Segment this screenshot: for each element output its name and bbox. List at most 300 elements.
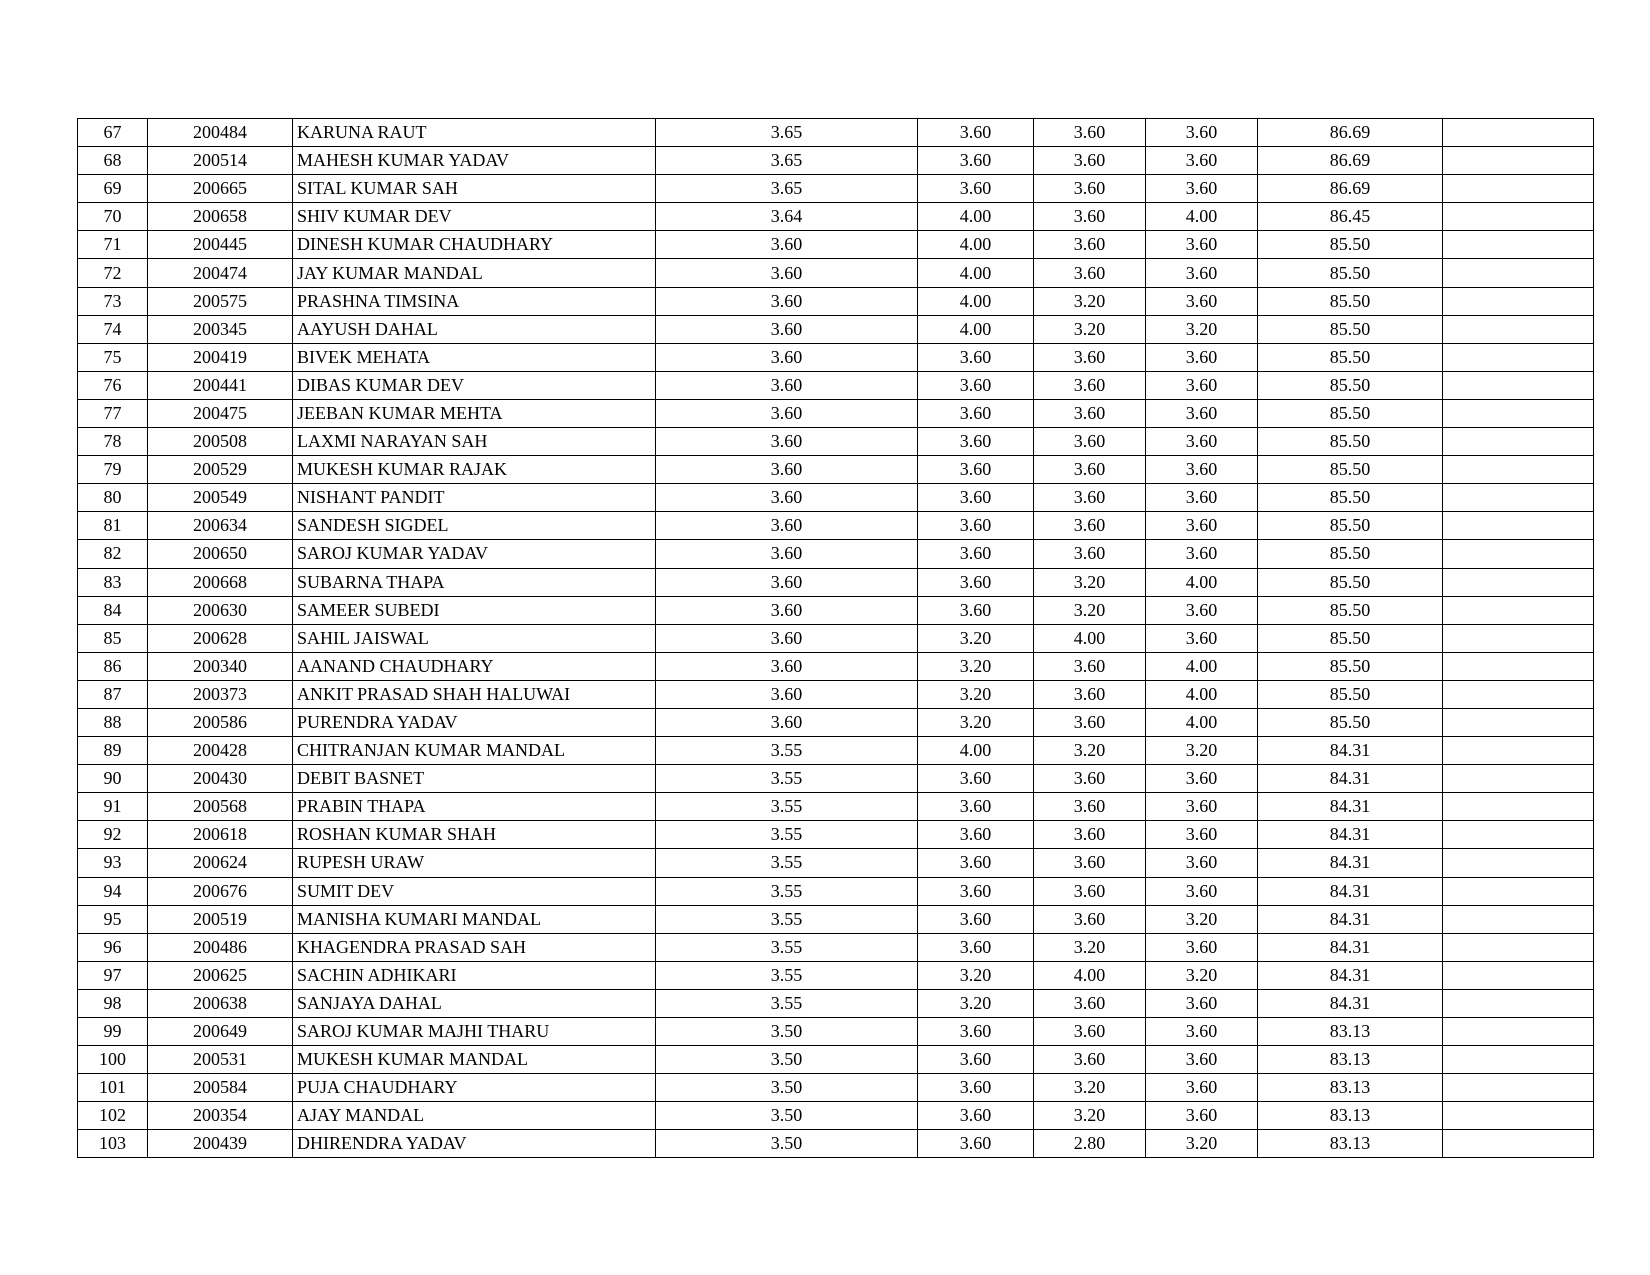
remark-cell: [1443, 540, 1594, 568]
score-column-2-cell: 3.20: [918, 680, 1034, 708]
table-row: [78, 652, 1594, 680]
remark-cell: [1443, 680, 1594, 708]
roll-number-cell: 200519: [148, 905, 293, 933]
percentage-cell: 84.31: [1258, 989, 1443, 1017]
roll-number-cell: 200441: [148, 371, 293, 399]
serial-number-cell: 71: [78, 231, 148, 259]
remark-cell: [1443, 315, 1594, 343]
student-name-cell: LAXMI NARAYAN SAH: [293, 428, 656, 456]
table-row: [78, 680, 1594, 708]
serial-number-cell: 94: [78, 877, 148, 905]
score-column-3-cell: 3.60: [1034, 849, 1146, 877]
student-name-cell: DIBAS KUMAR DEV: [293, 371, 656, 399]
serial-number-cell: 67: [78, 119, 148, 147]
score-column-1-cell: 3.60: [656, 484, 918, 512]
score-column-3-cell: 2.80: [1034, 1130, 1146, 1158]
score-column-3-cell: 3.20: [1034, 287, 1146, 315]
score-column-3-cell: 3.20: [1034, 596, 1146, 624]
percentage-cell: 84.31: [1258, 765, 1443, 793]
score-column-1-cell: 3.65: [656, 147, 918, 175]
roll-number-cell: 200373: [148, 680, 293, 708]
table-row: [78, 793, 1594, 821]
score-column-2-cell: 3.60: [918, 1074, 1034, 1102]
remark-cell: [1443, 119, 1594, 147]
score-column-1-cell: 3.55: [656, 877, 918, 905]
table-row: [78, 933, 1594, 961]
remark-cell: [1443, 624, 1594, 652]
roll-number-cell: 200634: [148, 512, 293, 540]
score-column-1-cell: 3.60: [656, 315, 918, 343]
roll-number-cell: 200484: [148, 119, 293, 147]
percentage-cell: 83.13: [1258, 1102, 1443, 1130]
score-column-4-cell: 3.20: [1146, 905, 1258, 933]
score-column-4-cell: 3.60: [1146, 175, 1258, 203]
student-name-cell: PUJA CHAUDHARY: [293, 1074, 656, 1102]
serial-number-cell: 88: [78, 708, 148, 736]
student-name-cell: KHAGENDRA PRASAD SAH: [293, 933, 656, 961]
roll-number-cell: 200514: [148, 147, 293, 175]
score-column-3-cell: 3.60: [1034, 1046, 1146, 1074]
roll-number-cell: 200630: [148, 596, 293, 624]
student-name-cell: NISHANT PANDIT: [293, 484, 656, 512]
score-column-3-cell: 3.60: [1034, 680, 1146, 708]
remark-cell: [1443, 652, 1594, 680]
table-row: [78, 877, 1594, 905]
score-column-2-cell: 3.60: [918, 1018, 1034, 1046]
score-column-1-cell: 3.55: [656, 793, 918, 821]
roll-number-cell: 200474: [148, 259, 293, 287]
percentage-cell: 85.50: [1258, 287, 1443, 315]
student-name-cell: SAHIL JAISWAL: [293, 624, 656, 652]
percentage-cell: 84.31: [1258, 737, 1443, 765]
serial-number-cell: 95: [78, 905, 148, 933]
score-column-4-cell: 3.60: [1146, 484, 1258, 512]
serial-number-cell: 98: [78, 989, 148, 1017]
score-column-1-cell: 3.55: [656, 821, 918, 849]
serial-number-cell: 102: [78, 1102, 148, 1130]
student-name-cell: JEEBAN KUMAR MEHTA: [293, 399, 656, 427]
student-name-cell: JAY KUMAR MANDAL: [293, 259, 656, 287]
score-column-3-cell: 3.60: [1034, 147, 1146, 175]
percentage-cell: 83.13: [1258, 1074, 1443, 1102]
table-row: [78, 399, 1594, 427]
serial-number-cell: 87: [78, 680, 148, 708]
roll-number-cell: 200668: [148, 568, 293, 596]
percentage-cell: 83.13: [1258, 1130, 1443, 1158]
table-row: [78, 1074, 1594, 1102]
roll-number-cell: 200575: [148, 287, 293, 315]
remark-cell: [1443, 175, 1594, 203]
roll-number-cell: 200445: [148, 231, 293, 259]
table-row: [78, 315, 1594, 343]
score-column-2-cell: 4.00: [918, 315, 1034, 343]
table-row: [78, 512, 1594, 540]
remark-cell: [1443, 147, 1594, 175]
score-column-4-cell: 3.20: [1146, 961, 1258, 989]
score-column-1-cell: 3.60: [656, 428, 918, 456]
student-name-cell: PRABIN THAPA: [293, 793, 656, 821]
score-column-4-cell: 3.20: [1146, 1130, 1258, 1158]
roll-number-cell: 200486: [148, 933, 293, 961]
score-column-1-cell: 3.55: [656, 933, 918, 961]
remark-cell: [1443, 1074, 1594, 1102]
serial-number-cell: 68: [78, 147, 148, 175]
score-column-1-cell: 3.65: [656, 175, 918, 203]
student-name-cell: CHITRANJAN KUMAR MANDAL: [293, 737, 656, 765]
table-row: [78, 765, 1594, 793]
percentage-cell: 84.31: [1258, 821, 1443, 849]
score-column-3-cell: 3.60: [1034, 765, 1146, 793]
percentage-cell: 85.50: [1258, 259, 1443, 287]
student-name-cell: RUPESH URAW: [293, 849, 656, 877]
percentage-cell: 85.50: [1258, 540, 1443, 568]
percentage-cell: 85.50: [1258, 231, 1443, 259]
serial-number-cell: 91: [78, 793, 148, 821]
student-name-cell: MUKESH KUMAR RAJAK: [293, 456, 656, 484]
percentage-cell: 84.31: [1258, 849, 1443, 877]
score-column-2-cell: 3.20: [918, 961, 1034, 989]
roll-number-cell: 200568: [148, 793, 293, 821]
percentage-cell: 85.50: [1258, 512, 1443, 540]
table-body: [78, 119, 1594, 1158]
remark-cell: [1443, 371, 1594, 399]
remark-cell: [1443, 456, 1594, 484]
score-column-2-cell: 4.00: [918, 259, 1034, 287]
score-column-3-cell: 3.60: [1034, 1018, 1146, 1046]
student-name-cell: ROSHAN KUMAR SHAH: [293, 821, 656, 849]
student-name-cell: PRASHNA TIMSINA: [293, 287, 656, 315]
score-column-4-cell: 3.60: [1146, 371, 1258, 399]
student-name-cell: DINESH KUMAR CHAUDHARY: [293, 231, 656, 259]
score-column-4-cell: 3.60: [1146, 147, 1258, 175]
score-column-2-cell: 3.60: [918, 399, 1034, 427]
table-row: [78, 849, 1594, 877]
student-name-cell: SITAL KUMAR SAH: [293, 175, 656, 203]
score-column-1-cell: 3.55: [656, 765, 918, 793]
score-column-1-cell: 3.60: [656, 680, 918, 708]
score-column-2-cell: 3.60: [918, 456, 1034, 484]
serial-number-cell: 78: [78, 428, 148, 456]
student-name-cell: SUBARNA THAPA: [293, 568, 656, 596]
score-column-4-cell: 3.60: [1146, 1102, 1258, 1130]
roll-number-cell: 200354: [148, 1102, 293, 1130]
score-column-3-cell: 3.60: [1034, 484, 1146, 512]
student-name-cell: MUKESH KUMAR MANDAL: [293, 1046, 656, 1074]
score-column-2-cell: 3.60: [918, 793, 1034, 821]
percentage-cell: 84.31: [1258, 877, 1443, 905]
percentage-cell: 85.50: [1258, 624, 1443, 652]
percentage-cell: 86.69: [1258, 175, 1443, 203]
score-column-4-cell: 3.60: [1146, 989, 1258, 1017]
score-column-2-cell: 4.00: [918, 203, 1034, 231]
serial-number-cell: 77: [78, 399, 148, 427]
score-column-2-cell: 4.00: [918, 287, 1034, 315]
roll-number-cell: 200508: [148, 428, 293, 456]
remark-cell: [1443, 287, 1594, 315]
table-row: [78, 1130, 1594, 1158]
remark-cell: [1443, 1102, 1594, 1130]
percentage-cell: 85.50: [1258, 428, 1443, 456]
student-name-cell: SUMIT DEV: [293, 877, 656, 905]
remark-cell: [1443, 428, 1594, 456]
table-row: [78, 456, 1594, 484]
score-column-3-cell: 4.00: [1034, 961, 1146, 989]
serial-number-cell: 72: [78, 259, 148, 287]
score-column-1-cell: 3.60: [656, 259, 918, 287]
student-name-cell: SANDESH SIGDEL: [293, 512, 656, 540]
table-row: [78, 596, 1594, 624]
score-column-1-cell: 3.55: [656, 905, 918, 933]
score-column-2-cell: 3.60: [918, 849, 1034, 877]
percentage-cell: 85.50: [1258, 456, 1443, 484]
serial-number-cell: 93: [78, 849, 148, 877]
remark-cell: [1443, 989, 1594, 1017]
score-column-2-cell: 3.60: [918, 821, 1034, 849]
student-name-cell: SANJAYA DAHAL: [293, 989, 656, 1017]
score-column-1-cell: 3.60: [656, 371, 918, 399]
student-name-cell: SHIV KUMAR DEV: [293, 203, 656, 231]
table-row: [78, 428, 1594, 456]
student-name-cell: KARUNA RAUT: [293, 119, 656, 147]
roll-number-cell: 200345: [148, 315, 293, 343]
score-column-4-cell: 3.20: [1146, 315, 1258, 343]
score-column-3-cell: 3.60: [1034, 175, 1146, 203]
roll-number-cell: 200586: [148, 708, 293, 736]
score-column-3-cell: 3.60: [1034, 877, 1146, 905]
student-name-cell: AANAND CHAUDHARY: [293, 652, 656, 680]
score-column-2-cell: 3.60: [918, 484, 1034, 512]
score-column-4-cell: 3.60: [1146, 1074, 1258, 1102]
percentage-cell: 83.13: [1258, 1046, 1443, 1074]
serial-number-cell: 70: [78, 203, 148, 231]
remark-cell: [1443, 905, 1594, 933]
score-column-3-cell: 3.60: [1034, 119, 1146, 147]
roll-number-cell: 200658: [148, 203, 293, 231]
score-column-3-cell: 3.60: [1034, 652, 1146, 680]
score-column-4-cell: 3.60: [1146, 456, 1258, 484]
score-column-1-cell: 3.60: [656, 708, 918, 736]
remark-cell: [1443, 1130, 1594, 1158]
serial-number-cell: 82: [78, 540, 148, 568]
score-column-4-cell: 3.60: [1146, 512, 1258, 540]
table-row: [78, 287, 1594, 315]
percentage-cell: 85.50: [1258, 708, 1443, 736]
roll-number-cell: 200439: [148, 1130, 293, 1158]
score-column-4-cell: 3.60: [1146, 877, 1258, 905]
roll-number-cell: 200529: [148, 456, 293, 484]
score-column-2-cell: 3.60: [918, 877, 1034, 905]
score-column-3-cell: 3.60: [1034, 540, 1146, 568]
score-column-3-cell: 3.60: [1034, 399, 1146, 427]
table-row: [78, 371, 1594, 399]
score-column-3-cell: 3.20: [1034, 933, 1146, 961]
roll-number-cell: 200618: [148, 821, 293, 849]
serial-number-cell: 96: [78, 933, 148, 961]
score-column-3-cell: 3.60: [1034, 371, 1146, 399]
score-column-1-cell: 3.60: [656, 540, 918, 568]
score-column-4-cell: 3.60: [1146, 287, 1258, 315]
score-column-2-cell: 4.00: [918, 231, 1034, 259]
percentage-cell: 85.50: [1258, 596, 1443, 624]
remark-cell: [1443, 708, 1594, 736]
score-column-1-cell: 3.55: [656, 961, 918, 989]
serial-number-cell: 101: [78, 1074, 148, 1102]
serial-number-cell: 76: [78, 371, 148, 399]
serial-number-cell: 90: [78, 765, 148, 793]
roll-number-cell: 200665: [148, 175, 293, 203]
score-column-2-cell: 3.60: [918, 1046, 1034, 1074]
score-column-1-cell: 3.50: [656, 1046, 918, 1074]
student-name-cell: DEBIT BASNET: [293, 765, 656, 793]
score-column-4-cell: 3.60: [1146, 793, 1258, 821]
score-column-1-cell: 3.60: [656, 456, 918, 484]
roll-number-cell: 200340: [148, 652, 293, 680]
score-column-4-cell: 3.60: [1146, 849, 1258, 877]
percentage-cell: 84.31: [1258, 933, 1443, 961]
score-column-3-cell: 3.20: [1034, 568, 1146, 596]
roll-number-cell: 200531: [148, 1046, 293, 1074]
remark-cell: [1443, 1018, 1594, 1046]
serial-number-cell: 99: [78, 1018, 148, 1046]
score-column-4-cell: 3.60: [1146, 428, 1258, 456]
percentage-cell: 84.31: [1258, 793, 1443, 821]
remark-cell: [1443, 877, 1594, 905]
serial-number-cell: 97: [78, 961, 148, 989]
remark-cell: [1443, 849, 1594, 877]
score-column-2-cell: 3.60: [918, 1130, 1034, 1158]
student-name-cell: MANISHA KUMARI MANDAL: [293, 905, 656, 933]
serial-number-cell: 89: [78, 737, 148, 765]
serial-number-cell: 75: [78, 343, 148, 371]
score-column-2-cell: 3.60: [918, 540, 1034, 568]
score-column-3-cell: 3.60: [1034, 989, 1146, 1017]
score-column-4-cell: 3.60: [1146, 540, 1258, 568]
remark-cell: [1443, 259, 1594, 287]
table-row: [78, 540, 1594, 568]
table-row: [78, 624, 1594, 652]
serial-number-cell: 103: [78, 1130, 148, 1158]
score-column-3-cell: 3.60: [1034, 793, 1146, 821]
score-column-4-cell: 3.60: [1146, 343, 1258, 371]
remark-cell: [1443, 343, 1594, 371]
score-column-2-cell: 3.60: [918, 1102, 1034, 1130]
score-column-1-cell: 3.60: [656, 231, 918, 259]
table-row: [78, 568, 1594, 596]
serial-number-cell: 86: [78, 652, 148, 680]
serial-number-cell: 83: [78, 568, 148, 596]
remark-cell: [1443, 765, 1594, 793]
score-column-3-cell: 3.60: [1034, 203, 1146, 231]
serial-number-cell: 100: [78, 1046, 148, 1074]
remark-cell: [1443, 933, 1594, 961]
score-column-1-cell: 3.60: [656, 596, 918, 624]
roll-number-cell: 200584: [148, 1074, 293, 1102]
table-row: [78, 119, 1594, 147]
percentage-cell: 85.50: [1258, 371, 1443, 399]
score-column-2-cell: 3.60: [918, 596, 1034, 624]
student-name-cell: SACHIN ADHIKARI: [293, 961, 656, 989]
serial-number-cell: 92: [78, 821, 148, 849]
results-table: [77, 118, 1594, 1158]
score-column-1-cell: 3.55: [656, 849, 918, 877]
percentage-cell: 86.69: [1258, 147, 1443, 175]
remark-cell: [1443, 568, 1594, 596]
score-column-3-cell: 3.60: [1034, 821, 1146, 849]
roll-number-cell: 200676: [148, 877, 293, 905]
table-row: [78, 175, 1594, 203]
score-column-3-cell: 3.60: [1034, 905, 1146, 933]
score-column-1-cell: 3.60: [656, 343, 918, 371]
score-column-3-cell: 3.60: [1034, 259, 1146, 287]
score-column-4-cell: 3.60: [1146, 399, 1258, 427]
score-column-2-cell: 3.60: [918, 147, 1034, 175]
score-column-4-cell: 4.00: [1146, 708, 1258, 736]
roll-number-cell: 200628: [148, 624, 293, 652]
score-column-1-cell: 3.60: [656, 287, 918, 315]
score-column-1-cell: 3.55: [656, 737, 918, 765]
score-column-1-cell: 3.60: [656, 568, 918, 596]
table-row: [78, 1102, 1594, 1130]
table-row: [78, 203, 1594, 231]
score-column-1-cell: 3.60: [656, 399, 918, 427]
table-row: [78, 1018, 1594, 1046]
score-column-2-cell: 3.20: [918, 708, 1034, 736]
student-name-cell: MAHESH KUMAR YADAV: [293, 147, 656, 175]
percentage-cell: 85.50: [1258, 652, 1443, 680]
serial-number-cell: 84: [78, 596, 148, 624]
score-column-4-cell: 3.60: [1146, 765, 1258, 793]
score-column-4-cell: 3.60: [1146, 624, 1258, 652]
table-row: [78, 961, 1594, 989]
score-column-4-cell: 3.60: [1146, 1046, 1258, 1074]
score-column-2-cell: 3.20: [918, 989, 1034, 1017]
percentage-cell: 85.50: [1258, 315, 1443, 343]
remark-cell: [1443, 484, 1594, 512]
score-column-3-cell: 3.20: [1034, 1074, 1146, 1102]
serial-number-cell: 81: [78, 512, 148, 540]
serial-number-cell: 74: [78, 315, 148, 343]
serial-number-cell: 73: [78, 287, 148, 315]
remark-cell: [1443, 231, 1594, 259]
percentage-cell: 83.13: [1258, 1018, 1443, 1046]
serial-number-cell: 85: [78, 624, 148, 652]
remark-cell: [1443, 1046, 1594, 1074]
score-column-4-cell: 4.00: [1146, 203, 1258, 231]
student-name-cell: SAROJ KUMAR MAJHI THARU: [293, 1018, 656, 1046]
score-column-1-cell: 3.65: [656, 119, 918, 147]
score-column-3-cell: 3.20: [1034, 737, 1146, 765]
roll-number-cell: 200475: [148, 399, 293, 427]
table-row: [78, 708, 1594, 736]
table-row: [78, 989, 1594, 1017]
score-column-2-cell: 3.60: [918, 765, 1034, 793]
score-column-4-cell: 4.00: [1146, 680, 1258, 708]
score-column-4-cell: 3.60: [1146, 231, 1258, 259]
roll-number-cell: 200649: [148, 1018, 293, 1046]
roll-number-cell: 200650: [148, 540, 293, 568]
remark-cell: [1443, 793, 1594, 821]
score-column-3-cell: 3.60: [1034, 708, 1146, 736]
percentage-cell: 84.31: [1258, 905, 1443, 933]
serial-number-cell: 79: [78, 456, 148, 484]
percentage-cell: 85.50: [1258, 484, 1443, 512]
percentage-cell: 84.31: [1258, 961, 1443, 989]
remark-cell: [1443, 596, 1594, 624]
score-column-2-cell: 3.60: [918, 905, 1034, 933]
score-column-2-cell: 3.60: [918, 343, 1034, 371]
score-column-2-cell: 3.60: [918, 175, 1034, 203]
remark-cell: [1443, 961, 1594, 989]
